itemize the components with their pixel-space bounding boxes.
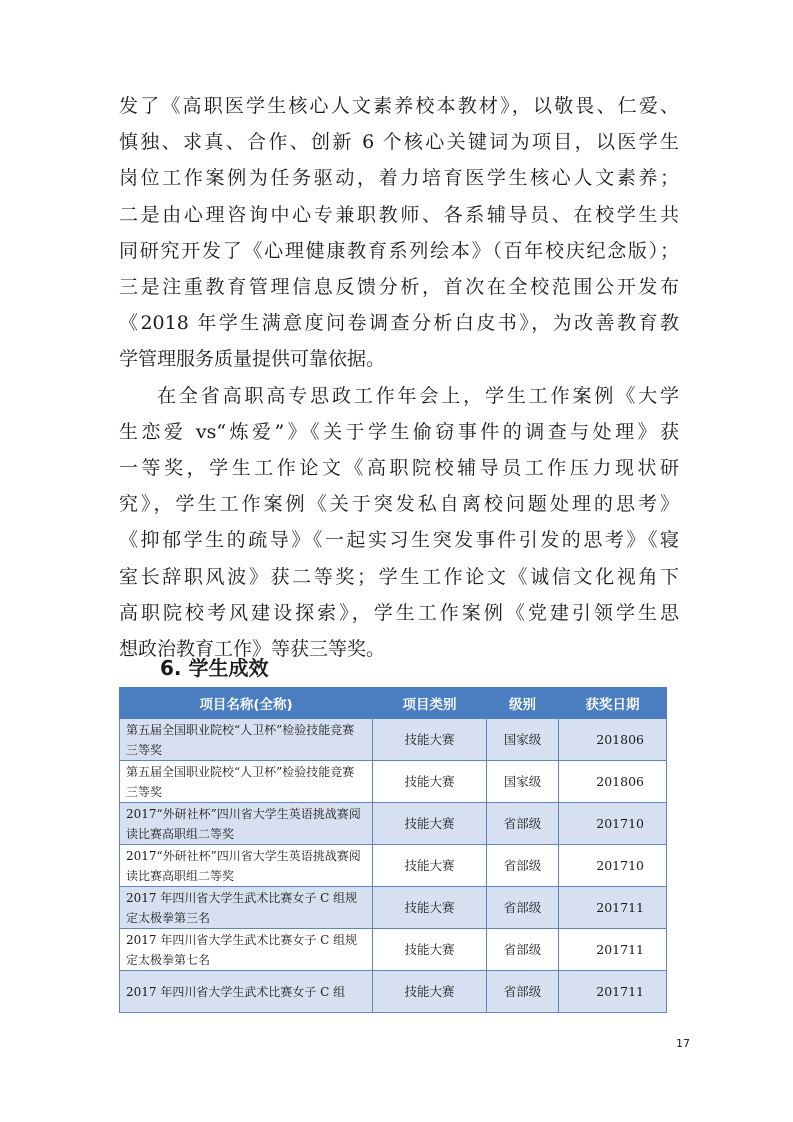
table-row [120,845,667,887]
award-level: 国家级 [487,761,559,803]
award-name: 2017 年四川省大学生武术比赛女子 C 组规定太极拳第三名 [120,887,373,929]
award-type: 技能大赛 [373,761,487,803]
award-type: 技能大赛 [373,803,487,845]
table-row [120,803,667,845]
award-level: 省部级 [487,803,559,845]
award-name: 2017 年四川省大学生武术比赛女子 C 组规定太极拳第七名 [120,929,373,971]
award-date: 201710 [559,845,667,887]
table-row [120,929,667,971]
award-name: 2017“外研社杯”四川省大学生英语挑战赛阅读比赛高职组二等奖 [120,845,373,887]
table-row [120,971,667,1013]
text-line: 岗位工作案例为任务驱动，着力培育医学生核心人文素养； [119,167,679,190]
table-row [120,761,667,803]
award-level: 省部级 [487,887,559,929]
award-name: 第五届全国职业院校“人卫杯”检验技能竞赛三等奖 [120,761,373,803]
text-line: 《抑郁学生的疏导》《一起实习生突发事件引发的思考》《寝 [119,529,679,552]
text-line: 在全省高职高专思政工作年会上，学生工作案例《大学 [157,384,679,407]
award-date: 201806 [559,719,667,761]
text-line: 二是由心理咨询中心专兼职教师、各系辅导员、在校学生共 [119,203,679,226]
award-name: 2017 年四川省大学生武术比赛女子 C 组 [120,971,373,1013]
text-line: 高职院校考风建设探索》，学生工作案例《党建引领学生思 [119,601,679,624]
text-line: 同研究开发了《心理健康教育系列绘本》（百年校庆纪念版）； [119,239,679,262]
paragraph-2 [119,378,679,668]
text-line: 一等奖，学生工作论文《高职院校辅导员工作压力现状研 [119,457,679,480]
award-name: 2017“外研社杯”四川省大学生英语挑战赛阅读比赛高职组二等奖 [120,803,373,845]
column-header-name: 项目名称(全称) [120,688,373,719]
award-date: 201806 [559,761,667,803]
text-line: 想政治教育工作》等获三等奖。 [119,638,386,661]
table-header-row [120,688,667,719]
column-header-level: 级别 [487,688,559,719]
column-header-type: 项目类别 [373,688,487,719]
award-level: 国家级 [487,719,559,761]
awards-table [119,687,667,1013]
text-line: 三是注重教育管理信息反馈分析，首次在全校范围公开发布 [119,276,679,299]
award-date: 201711 [559,887,667,929]
text-line: 学管理服务质量提供可靠依据。 [119,348,386,371]
section-heading: 6. 学生成效 [160,656,269,680]
table-row [120,887,667,929]
award-type: 技能大赛 [373,719,487,761]
award-level: 省部级 [487,845,559,887]
award-level: 省部级 [487,971,559,1013]
award-date: 201711 [559,929,667,971]
column-header-date: 获奖日期 [559,688,667,719]
text-line: 慎独、求真、合作、创新 6 个核心关键词为项目，以医学生 [119,131,679,154]
award-type: 技能大赛 [373,887,487,929]
text-line: 《2018 年学生满意度问卷调查分析白皮书》，为改善教育教 [119,312,679,335]
table-row [120,719,667,761]
award-type: 技能大赛 [373,971,487,1013]
award-name: 第五届全国职业院校“人卫杯”检验技能竞赛三等奖 [120,719,373,761]
page-number: 17 [676,1037,690,1050]
text-line: 室长辞职风波》获二等奖；学生工作论文《诚信文化视角下 [119,565,679,588]
award-date: 201710 [559,803,667,845]
text-line: 生恋爱 vs“炼爱”》《关于学生偷窃事件的调查与处理》获 [119,420,679,443]
paragraph-1 [119,88,679,378]
text-line: 究》，学生工作案例《关于突发私自离校问题处理的思考》 [119,493,679,516]
award-level: 省部级 [487,929,559,971]
award-date: 201711 [559,971,667,1013]
award-type: 技能大赛 [373,845,487,887]
award-type: 技能大赛 [373,929,487,971]
text-line: 发了《高职医学生核心人文素养校本教材》，以敬畏、仁爱、 [119,95,679,117]
body-text [119,88,679,667]
